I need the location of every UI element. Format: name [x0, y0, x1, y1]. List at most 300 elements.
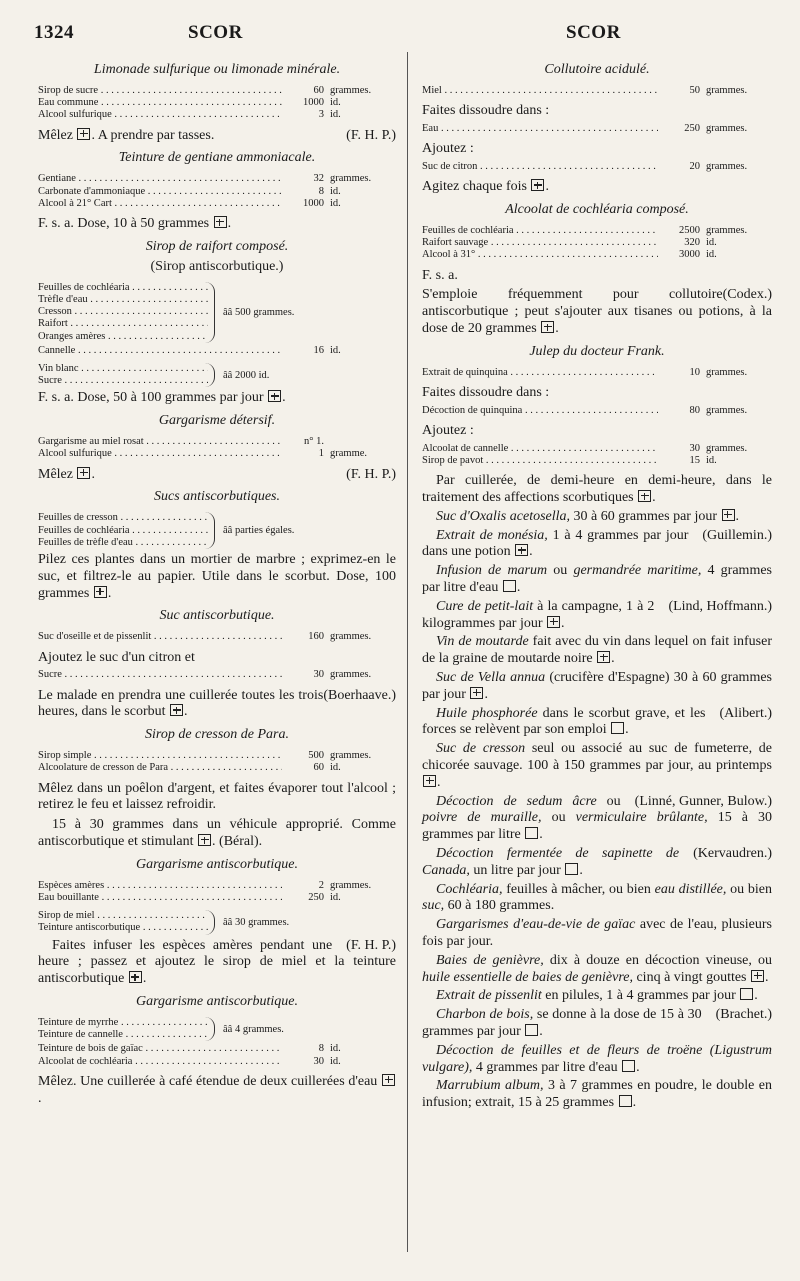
remedy-paragraph: Suc de Vella annua (crucifère d'Espagne) 30 à 60 grammes par jour . — [422, 669, 773, 702]
ingredient-list — [38, 436, 396, 460]
ingredient-name: Décoction de quinquina . . . — [422, 405, 658, 417]
ingredient-row — [38, 448, 396, 460]
remedy-paragraph: Vin de moutarde fait avec du vin dans lequel on fait infuser de la graine de moutarde noire . — [422, 634, 772, 667]
plus-box-icon — [94, 586, 107, 598]
remedy-name: Suc de Vella annua — [436, 669, 546, 685]
ingredient-quantity: 2500 — [679, 225, 700, 236]
group-quantity: ââ 30 grammes. — [223, 916, 290, 928]
paragraph-text: seul ou associé au suc de fumeterre, de chicorée sauvage. 100 à 150 grammes par jour, au printemps — [422, 741, 772, 773]
remedy-name: vermiculaire brûlante, — [575, 810, 708, 826]
ingredient-quantity: n° 1. — [304, 436, 324, 448]
right-column — [422, 56, 772, 1114]
ingredient-row — [38, 1017, 208, 1029]
empty-box-icon — [525, 1024, 538, 1036]
ingredient-quantity: 20 — [689, 161, 700, 172]
paragraph: Pilez ces plantes dans un mortier de marbre ; exprimez-en le suc, et filtrez-le au papier. Utile dans le scorbut. Dose, 100 grammes . — [38, 552, 396, 601]
ingredient-unit: id. — [330, 109, 341, 121]
ingredient-unit: id. — [330, 97, 341, 109]
ingredient-quantity: 60 — [313, 762, 324, 774]
recipe-title: Sucs antiscorbutiques. — [154, 489, 280, 505]
ingredient-name: Feuilles de trèfle d'eau . . . — [38, 537, 208, 549]
ingredient-name: Vin blanc . . . — [38, 363, 208, 375]
paragraph-text: fait avec du vin dans lequel on fait infuser de la graine de moutarde noire — [422, 634, 772, 667]
ingredient-row — [38, 880, 396, 892]
recipe-title: Suc antiscorbutique. — [159, 608, 275, 624]
ingredient-quantity: 1 — [318, 448, 324, 460]
plus-box-icon — [382, 1074, 395, 1086]
ingredient-list — [422, 405, 772, 417]
paragraph-text: Pilez ces plantes dans un mortier de marbre ; exprimez-en le suc, et filtrez-le au papier. Utile dans le scorbut. Dose, 100 grammes — [38, 552, 396, 601]
group-items — [38, 363, 215, 387]
remedy-name: Baies de genièvre, — [436, 952, 544, 968]
ingredient-quantity: 500 — [308, 750, 324, 762]
ingredient-name: Teinture antiscorbutique . . . — [38, 922, 208, 934]
plus-box-icon — [170, 704, 183, 716]
ingredient-row — [38, 345, 396, 357]
empty-box-icon — [619, 1095, 632, 1107]
ingredient-name: Eau commune . . . — [38, 97, 282, 109]
ingredient-row — [38, 669, 396, 681]
ingredient-name: Alcoolature de cresson de Para . . . — [38, 762, 282, 774]
ingredient-quantity: 30 — [313, 1055, 324, 1067]
paragraph-text: ou — [547, 563, 574, 579]
remedy-paragraph — [422, 917, 772, 951]
ingredient-row — [38, 892, 396, 904]
remedy-paragraph: Suc d'Oxalis acetosella, 30 à 60 grammes par jour . — [436, 508, 739, 524]
remedy-name: poivre de muraille, — [422, 810, 542, 826]
ingredient-quantity: 250 — [684, 123, 700, 134]
ingredient-row — [38, 750, 396, 762]
ingredient-quantity: 30 — [689, 442, 700, 454]
ingredient-quantity: 50 — [689, 85, 700, 96]
page-number: 1324 — [34, 22, 74, 43]
ingredient-list — [422, 161, 772, 173]
remedy-name: Extrait de monésia, — [436, 527, 548, 543]
recipe-title: Gargarisme détersif. — [158, 413, 276, 429]
remedy-name: Décoction fermentée de sapinette de Canada, — [422, 845, 680, 878]
ingredient-list — [38, 85, 396, 122]
recipe-title: Sirop de cresson de Para. — [145, 727, 289, 743]
paragraph-text: F. s. a. Dose, 50 à 100 grammes par jour — [38, 390, 264, 406]
ingredient-row — [422, 85, 772, 97]
remedy-name: suc, — [422, 898, 445, 914]
ingredient-name: Feuilles de cresson . . . — [38, 512, 208, 524]
remedy-paragraph: (Guillemin.) Extrait de monésia, 1 à 4 grammes par jour dans une potion . — [422, 527, 772, 560]
ingredient-name: Alcool sulfurique . . . — [38, 109, 282, 121]
ingredient-unit: id. — [330, 892, 341, 904]
ingredient-name: Extrait de quinquina . . . — [422, 367, 658, 379]
remedy-paragraph: Par cuillerée, de demi-heure en demi-heure, dans le traitement des affections scorbutiques . — [422, 473, 772, 505]
ingredient-row — [38, 375, 208, 387]
plus-box-icon — [77, 467, 90, 479]
paragraph: Agitez chaque fois . — [422, 179, 549, 195]
ingredient-name: Raifort sauvage . . . — [422, 237, 658, 249]
paragraph: Ajoutez : — [422, 141, 474, 157]
ingredient-name: Eau . . . — [422, 123, 658, 135]
group-items — [38, 1017, 215, 1041]
ingredient-quantity: 8 — [318, 1043, 324, 1055]
ingredient-list — [422, 367, 772, 379]
remedy-paragraph — [422, 953, 772, 987]
group-items — [38, 282, 215, 343]
ingredient-unit: grammes. — [706, 442, 748, 454]
plus-box-icon — [597, 651, 610, 663]
ingredient-row — [38, 331, 208, 343]
ingredient-list — [38, 1043, 396, 1067]
paragraph: (Codex.) S'emploie fréquemment pour collutoire antiscorbutique ; peut s'ajouter aux tisanes ou potions, à la dose de 20 grammes . — [422, 287, 772, 336]
paragraph-text: Le malade en prendra une cuillerée toutes les trois heures, dans le scorbut — [38, 687, 324, 720]
plus-box-icon — [751, 970, 764, 982]
remedy-name: Infusion de marum — [436, 563, 548, 579]
group-quantity: ââ 500 grammes. — [223, 306, 295, 318]
ingredient-unit: id. — [330, 197, 341, 209]
source-citation: (Linné, Gunner, Bulow.) — [634, 793, 772, 809]
paragraph-text: 3 à 7 grammes en poudre, le double en infusion; extrait, 15 à 25 grammes — [422, 1078, 772, 1111]
paragraph: Ajoutez le suc d'un citron et — [38, 649, 195, 665]
source-citation: (Kervaudren.) — [693, 845, 772, 861]
ingredient-quantity: 80 — [689, 404, 700, 416]
paragraph: Mêlez. Une cuillerée à café étendue de deux cuillerées d'eau . — [38, 1074, 396, 1108]
paragraph — [38, 128, 396, 145]
paragraph: (Boerhaave.) Le malade en prendra une cuillerée toutes les trois heures, dans le scorbut . — [38, 687, 396, 720]
recipe-title: Gargarisme antiscorbutique. — [135, 994, 299, 1010]
recipe-title: Limonade sulfurique ou limonade minérale. — [93, 62, 341, 77]
ingredient-name: Alcoolat de cochléaria . . . — [38, 1056, 282, 1068]
ingredient-row — [38, 173, 396, 185]
ingredient-name: Suc d'oseille et de pissenlit . . . — [38, 631, 282, 643]
paragraph-text: . — [632, 1095, 637, 1111]
empty-box-icon — [740, 988, 753, 1000]
ingredient-quantity: 250 — [308, 892, 324, 904]
plus-box-icon — [547, 616, 560, 628]
ingredient-name: Teinture de bois de gaïac . . . — [38, 1043, 282, 1055]
remedy-name: Vin de moutarde — [436, 634, 529, 650]
ingredient-unit: gramme. — [330, 448, 368, 460]
ingredient-name: Raifort . . . — [38, 318, 208, 330]
paragraph-text: . — [636, 1059, 640, 1075]
group-quantity: ââ 2000 id. — [223, 369, 270, 381]
ingredient-unit: grammes. — [706, 225, 748, 236]
ingredient-list — [38, 750, 396, 774]
ingredient-row — [422, 367, 772, 379]
remedy-paragraph: (Linné, Gunner, Bulow.) Décoction de sedum âcre ou poivre de muraille, ou vermiculaire brûlante, 15 à 30 grammes par litre . — [422, 793, 773, 843]
ingredient-name: Eau bouillante . . . — [38, 892, 282, 904]
paragraph-text: 30 à 60 grammes par jour — [570, 508, 717, 524]
paragraph-text: . A prendre par tasses. — [91, 127, 215, 143]
recipe-title: Teinture de gentiane ammoniacale. — [118, 150, 316, 166]
ingredient-unit — [330, 436, 396, 448]
remedy-name: germandrée maritime, — [573, 563, 702, 579]
remedy-paragraph — [422, 1007, 772, 1041]
ingredient-group — [38, 910, 396, 934]
ingredient-name: Alcool à 21° Cart . . . — [38, 198, 282, 210]
ingredient-row — [38, 97, 396, 109]
ingredient-row — [422, 455, 772, 467]
ingredient-name: Feuilles de cochléaria . . . — [38, 282, 208, 294]
ingredient-name: Cresson . . . — [38, 306, 208, 318]
empty-box-icon — [503, 580, 516, 592]
ingredient-list — [38, 345, 396, 357]
ingredient-group — [38, 512, 396, 549]
left-column — [38, 56, 396, 1110]
source-citation: (Guillemin.) — [702, 527, 772, 543]
remedy-name: Charbon de bois, — [436, 1007, 534, 1023]
ingredient-list — [422, 123, 772, 135]
ingredient-row — [422, 405, 772, 417]
ingredient-unit: id. — [330, 762, 341, 774]
empty-box-icon — [622, 1060, 635, 1072]
ingredient-name: Teinture de myrrhe . . . — [38, 1017, 208, 1029]
ingredient-unit: grammes. — [330, 669, 372, 681]
ingredient-name: Sucre . . . — [38, 375, 208, 387]
group-quantity: ââ parties égales. — [223, 525, 295, 537]
plus-box-icon — [77, 128, 90, 140]
group-items — [38, 512, 215, 549]
ingredient-group — [38, 1017, 396, 1041]
paragraph-text: ou — [596, 793, 621, 809]
ingredient-row — [38, 1043, 396, 1055]
ingredient-row — [38, 922, 208, 934]
ingredient-unit: grammes. — [706, 366, 748, 378]
source-citation: (Alibert.) — [719, 705, 772, 721]
source-citation: (F. H. P.) — [346, 466, 396, 482]
source-citation: (Lind, Hoffmann.) — [668, 598, 772, 614]
ingredient-quantity: 8 — [318, 185, 324, 197]
recipe-subtitle: (Sirop antiscorbutique.) — [150, 258, 284, 274]
ingredient-unit: grammes. — [706, 161, 748, 172]
paragraph-text: ou bien — [726, 881, 772, 897]
ingredient-row — [38, 631, 396, 643]
remedy-name: Cure de petit-lait — [436, 598, 534, 614]
paragraph-text: en pilules, 1 à 4 grammes par jour — [541, 988, 736, 1004]
paragraph-text: à la campagne, 1 à 2 kilogrammes par jour — [422, 598, 655, 631]
ingredient-unit: id. — [706, 237, 717, 249]
plus-box-icon — [214, 216, 227, 228]
remedy-paragraph: (Kervaudren.) Décoction fermentée de sapinette de Canada, un litre par jour . — [422, 845, 772, 878]
paragraph-text: se donne à la dose de 15 à 30 grammes par jour — [422, 1007, 702, 1039]
ingredient-name: Oranges amères . . . — [38, 331, 208, 343]
paragraph-text: Agitez chaque fois — [422, 179, 527, 195]
empty-box-icon — [565, 863, 578, 875]
plus-box-icon — [515, 544, 528, 556]
ingredient-row — [422, 443, 772, 455]
remedy-paragraph — [422, 1078, 772, 1112]
paragraph-text: dans le scorbut grave, et les forces se relèvent par son emploi — [422, 705, 706, 738]
running-head-right: SCOR — [566, 22, 621, 43]
ingredient-list — [422, 443, 772, 467]
empty-box-icon — [525, 827, 538, 839]
ingredient-unit: grammes. — [330, 85, 372, 96]
ingredient-quantity: 32 — [313, 173, 324, 185]
plus-box-icon — [198, 834, 211, 846]
paragraph: (F. H. P.) Mêlez . — [38, 466, 396, 482]
ingredient-row — [38, 282, 208, 294]
ingredient-quantity: 30 — [313, 669, 324, 681]
remedy-name: Cochléaria, — [436, 881, 503, 897]
ingredient-name: Gentiane . . . — [38, 173, 282, 185]
remedy-name: huile essentielle de baies de genièvre, — [422, 969, 633, 985]
paragraph-text: un litre par jour — [469, 862, 561, 878]
ingredient-row — [422, 161, 772, 173]
plus-box-icon — [268, 390, 281, 402]
ingredient-unit: id. — [330, 344, 341, 356]
paragraph-text: Par cuillerée, de demi-heure en demi-heure, dans le traitement des affections scorbutiques — [422, 473, 772, 505]
paragraph-text: 60 à 180 grammes. — [444, 898, 555, 914]
remedy-paragraph: (Alibert.) Huile phosphorée dans le scorbut grave, et les forces se relèvent par son emploi . — [422, 705, 772, 738]
ingredient-row — [38, 306, 208, 318]
ingredient-row — [38, 109, 396, 121]
paragraph: Ajoutez : — [422, 423, 474, 438]
ingredient-quantity: 1000 — [303, 97, 324, 109]
paragraph: F. s. a. — [422, 267, 458, 283]
paragraph-text: . — [754, 988, 758, 1004]
remedy-name: Marrubium album, — [436, 1078, 544, 1094]
ingredient-name: Alcool sulfurique . . . — [38, 448, 282, 460]
ingredient-unit: id. — [330, 185, 341, 197]
ingredient-row — [38, 363, 208, 375]
remedy-paragraph — [422, 1043, 772, 1077]
paragraph-text: avec de l'eau, plusieurs fois par jour. — [422, 917, 773, 949]
ingredient-quantity: 10 — [689, 366, 700, 378]
ingredient-name: Sirop de pavot . . . — [422, 455, 658, 467]
ingredient-row — [38, 762, 396, 774]
plus-box-icon — [470, 687, 483, 699]
plus-box-icon — [129, 971, 142, 983]
remedy-paragraph: Infusion de marum ou germandrée maritime, 4 grammes par litre d'eau . — [422, 563, 773, 595]
paragraph: Faites dissoudre dans : — [422, 103, 550, 119]
remedy-name: Gargarismes d'eau-de-vie de gaïac — [436, 917, 636, 933]
paragraph: (F. H. P.) Faites infuser les espèces amères pendant une heure ; passez et ajoutez le sirop de miel et la teinture antiscorbutique . — [38, 937, 396, 987]
ingredient-row — [422, 123, 772, 135]
plus-box-icon — [541, 321, 554, 333]
ingredient-unit: grammes. — [330, 750, 372, 762]
paragraph-text: Mêlez — [38, 466, 73, 482]
plus-box-icon — [722, 509, 735, 521]
ingredient-name: Sirop de miel . . . — [38, 910, 208, 922]
ingredient-row — [38, 910, 208, 922]
ingredient-quantity: 3000 — [679, 249, 700, 261]
ingredient-row — [38, 525, 208, 537]
ingredient-row — [38, 1056, 396, 1068]
paragraph: F. s. a. Dose, 50 à 100 grammes par jour . — [38, 390, 286, 406]
ingredient-group — [38, 282, 396, 343]
ingredient-quantity: 160 — [308, 631, 324, 643]
remedy-paragraph: (Lind, Hoffmann.) Cure de petit-lait à la campagne, 1 à 2 kilogrammes par jour . — [422, 598, 772, 631]
plus-box-icon — [531, 179, 544, 191]
ingredient-unit: grammes. — [706, 404, 748, 416]
ingredient-row — [422, 237, 772, 249]
ingredient-name: Sirop de sucre . . . — [38, 85, 282, 97]
paragraph-text: ou — [541, 810, 576, 826]
ingredient-quantity: 60 — [313, 85, 324, 96]
ingredient-quantity: 320 — [684, 237, 700, 249]
ingredient-name: Feuilles de cochléaria . . . — [422, 225, 658, 237]
ingredient-row — [38, 294, 208, 306]
ingredient-quantity: 3 — [318, 109, 324, 121]
remedy-name: Suc de cresson — [436, 741, 526, 757]
ingredient-list — [38, 669, 396, 681]
source-citation: (F. H. P.) — [346, 937, 396, 953]
paragraph-text: (crucifère d'Espagne) 30 à 60 grammes par jour — [422, 669, 773, 702]
ingredient-row — [38, 198, 396, 210]
ingredient-name: Suc de citron . . . — [422, 161, 658, 173]
remedy-name: eau distillée, — [654, 881, 727, 897]
recipe-title: Alcoolat de cochléaria composé. — [505, 202, 689, 217]
ingredient-row — [38, 1029, 208, 1041]
ingredient-name: Alcoolat de cannelle . . . — [422, 443, 658, 455]
recipe-title: Gargarisme antiscorbutique. — [135, 856, 299, 872]
ingredient-name: Feuilles de cochléaria . . . — [38, 525, 208, 537]
plus-box-icon — [423, 775, 436, 787]
ingredient-name: Espèces amères . . . — [38, 880, 282, 892]
recipe-title: Collutoire acidulé. — [544, 62, 650, 77]
ingredient-name: Sirop simple . . . — [38, 750, 282, 762]
empty-box-icon — [611, 722, 624, 734]
ingredient-unit: grammes. — [706, 85, 748, 96]
ingredient-row — [38, 318, 208, 330]
ingredient-unit: id. — [330, 1055, 341, 1067]
ingredient-name: Cannelle . . . — [38, 345, 282, 357]
remedy-paragraph — [422, 882, 772, 916]
paragraph-text: Mêlez. Une cuillerée à café étendue de deux cuillerées d'eau — [38, 1073, 378, 1089]
column-divider — [407, 52, 408, 1252]
plus-box-icon — [638, 490, 651, 502]
ingredient-row — [422, 249, 772, 261]
paragraph-text: Mêlez — [38, 127, 73, 143]
ingredient-unit: grammes. — [330, 631, 372, 643]
paragraph-text: cinq à vingt gouttes — [632, 969, 747, 985]
running-head-left: SCOR — [188, 22, 243, 43]
paragraph-text: Faites infuser les espèces amères pendant une heure ; passez et ajoutez le sirop de miel et la teinture antiscorbutique — [38, 937, 396, 987]
ingredient-unit: grammes. — [330, 879, 372, 891]
ingredient-unit: id. — [706, 455, 717, 466]
ingredient-quantity: 15 — [689, 455, 700, 466]
ingredient-row — [38, 85, 396, 97]
source-citation: (Boerhaave.) — [323, 687, 396, 703]
source-citation: . (Béral). — [212, 834, 263, 850]
ingredient-list — [422, 85, 772, 97]
group-quantity: ââ 4 grammes. — [223, 1023, 284, 1035]
ingredient-list — [422, 225, 772, 262]
remedy-name: Extrait de pissenlit — [436, 988, 542, 1004]
ingredient-name: Teinture de cannelle . . . — [38, 1029, 208, 1041]
ingredient-name: Carbonate d'ammoniaque . . . — [38, 186, 282, 198]
recipe-title: Julep du docteur Frank. — [529, 343, 665, 359]
ingredient-unit: grammes. — [330, 173, 372, 185]
remedy-paragraph: Suc de cresson seul ou associé au suc de fumeterre, de chicorée sauvage. 100 à 150 grammes par jour, au printemps . — [422, 741, 772, 790]
ingredient-row — [38, 186, 396, 198]
ingredient-list — [38, 880, 396, 904]
ingredient-list — [38, 173, 396, 210]
ingredient-unit: id. — [330, 1043, 341, 1055]
paragraph-text: F. s. a. Dose, 10 à 50 grammes — [38, 216, 210, 232]
paragraph-text: 1 à 4 grammes par jour dans une potion — [422, 527, 689, 560]
source-citation: (Brachet.) — [715, 1007, 772, 1023]
ingredient-unit: id. — [706, 249, 717, 261]
paragraph — [38, 817, 396, 851]
source-citation: (Codex.) — [722, 287, 772, 303]
ingredient-row — [38, 512, 208, 524]
paragraph-text: 15 à 30 grammes par litre — [422, 810, 773, 843]
paragraph-text: feuilles à mâcher, ou bien — [502, 881, 655, 897]
recipe-title: Sirop de raifort composé. — [145, 238, 289, 254]
ingredient-name: Miel . . . — [422, 85, 658, 97]
ingredient-unit: grammes. — [706, 123, 748, 134]
ingredient-row — [38, 436, 396, 448]
ingredient-list — [38, 631, 396, 643]
ingredient-quantity: 16 — [313, 344, 324, 356]
paragraph-text: . — [539, 1023, 543, 1039]
